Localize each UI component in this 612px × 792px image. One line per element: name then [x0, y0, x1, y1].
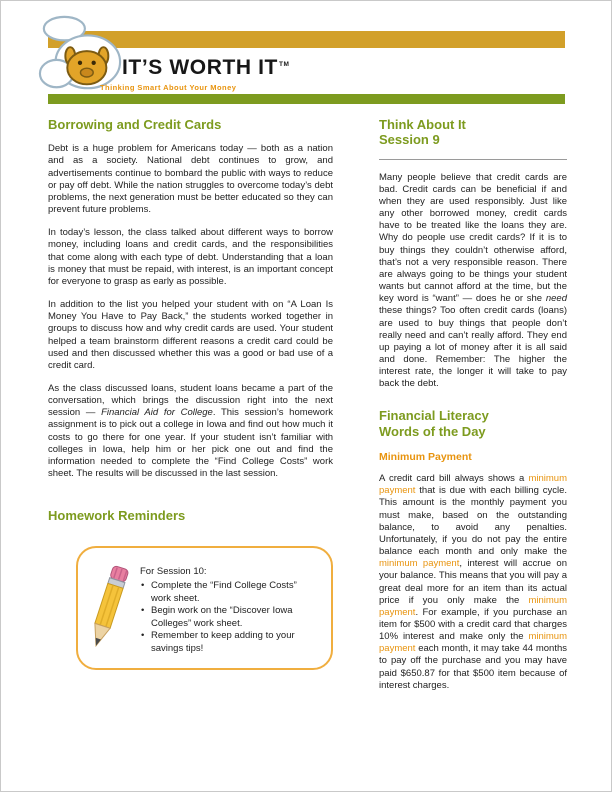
- financial-literacy-words-heading: Financial Literacy Words of the Day: [379, 408, 489, 439]
- minimum-payment-term: Minimum Payment: [379, 451, 472, 464]
- brand-title-text: IT’S WORTH IT: [122, 56, 278, 79]
- minimum-payment-definition: A credit card bill always shows a minimum payment that is due with each billing cycle. This amount is the monthly payment you must make, based on the outstanding balance, to avoid any penalties. Unfortunately, if you do not pay the entire balance each month and only make the minimum payment, interest will accrue on your balance. This means that you will pay a great deal more for an item than its actual price if you only make the minimum payment. For example, if you purchase an item for $500 with a credit card that charges 10% interest and make only the minimum payment each month, it may take 44 months to pay off the purchase and you may have paid $650.87 for that $500 item because of interest charges.: [379, 473, 567, 691]
- header-gold-bar: [48, 31, 565, 48]
- homework-box: [76, 546, 333, 670]
- highlight-minimum-payment: minimum payment: [379, 558, 460, 570]
- homework-reminders-heading: Homework Reminders: [48, 508, 186, 524]
- homework-bullet: • Complete the “Find College Costs” work sheet.: [140, 580, 319, 605]
- right-column: [379, 117, 567, 692]
- body-paragraph-2: In today’s lesson, the class talked about different ways to borrow money, including loans and credit cards, and the responsibilities that come along with each type of debt. Understanding that a loan is money that must be repaid, with interest, is an important concept for everyone to grasp as early as possible.: [48, 227, 333, 287]
- italic-session-title: Financial Aid for College: [101, 407, 213, 419]
- homework-list: [140, 560, 319, 656]
- body-paragraph-3: In addition to the list you helped your student with on “A Loan Is Money You Have to Pay Back,” the students worked together in groups to discuss how and why credit cards are used. Your student helped a team brainstorm different reasons a credit card could be used and then discussed whether this was a good or bad use of a credit card.: [48, 299, 333, 371]
- brand-title: [122, 56, 290, 80]
- header-green-bar: [48, 94, 565, 104]
- gold-character: [65, 47, 108, 84]
- body-paragraph-1: Debt is a huge problem for Americans today — both as a nation and as a society. National debt continues to grow, and advertisements continue to bombard the public with ways to reduce or pay off debt. While the nation struggles to overcome today’s debt problems, the next generation must be better educated so they can prevent future problems.: [48, 143, 333, 216]
- homework-bullet-list: [140, 580, 319, 655]
- think-about-it-body: Many people believe that credit cards are bad. Credit cards can be beneficial if and when they are used responsibly. Just like any other borrowed money, credit cards have to be treated like the loans they are. Why do people use credit cards? If it is to buy things they couldn’t otherwise afford, that’s not a very responsible reason. There are always going to be things your student wants but cannot afford at the time, but the key word is “want” — does he or she need these things? Too often credit cards (loans) are used to buy things that people don’t really need and can’t really afford. They end up paying a lot of money after it is all said and done. Remember: The higher the interest rate, the longer it will take to pay back the debt.: [379, 171, 567, 390]
- homework-bullet: • Remember to keep adding to your savings tips!: [140, 630, 319, 655]
- italic-need: need: [545, 293, 567, 305]
- left-column: [48, 117, 333, 670]
- homework-intro: For Session 10:: [140, 565, 207, 577]
- trademark-symbol: TM: [278, 61, 290, 68]
- body-paragraph-4: As the class discussed loans, student loans became a part of the conversation, which brings the discussion right into the next session — Financial Aid for College. This session’s homework assignment is to pick out a college in Iowa and find out how much it costs to go there for one year. If your student isn’t familiar with colleges in Iowa, help him or her pick one out and find the information needed to complete the “Find College Costs” work sheet. The results will be discussed in the last session.: [48, 382, 333, 480]
- highlight-minimum-payment: minimum payment: [379, 631, 567, 655]
- homework-bullet: • Begin work on the “Discover Iowa Colleges” work sheet.: [140, 605, 319, 630]
- brand-tagline: Thinking Smart About Your Money: [100, 83, 237, 92]
- think-about-it-heading: Think About It Session 9: [379, 117, 466, 148]
- heading-divider-line: [379, 159, 567, 160]
- pencil-icon: [88, 560, 130, 658]
- highlight-minimum-payment: minimum payment: [379, 594, 567, 618]
- borrowing-credit-cards-heading: Borrowing and Credit Cards: [48, 117, 222, 132]
- highlight-minimum-payment: minimum payment: [379, 473, 567, 497]
